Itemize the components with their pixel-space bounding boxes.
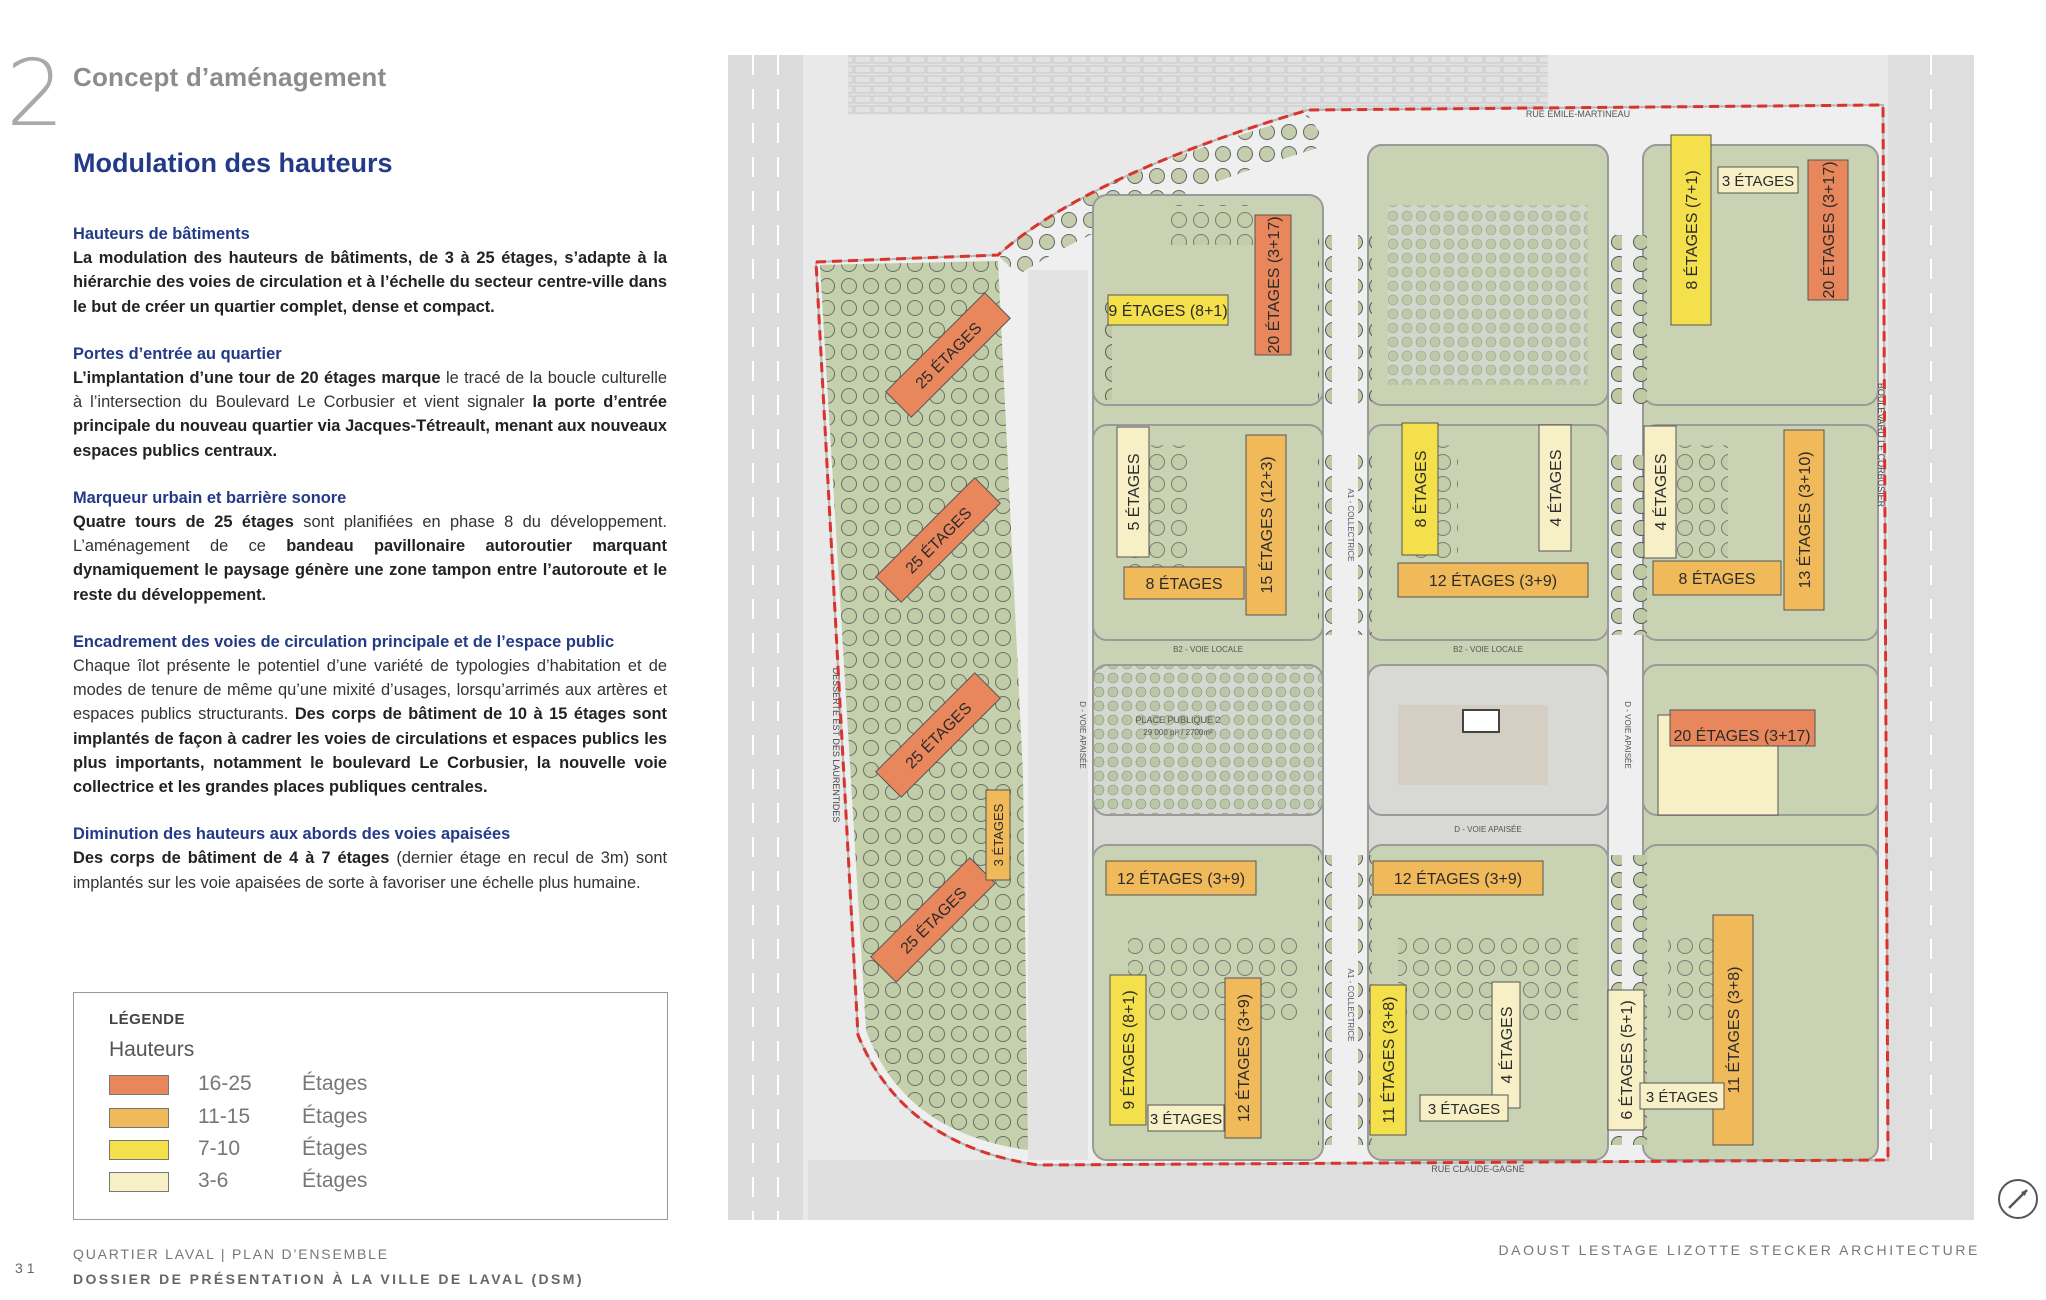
building-m2-4	[1539, 425, 1571, 551]
section-title: Encadrement des voies de circulation principale et de l’espace public	[73, 632, 615, 651]
building-label: 20 ÉTAGES (3+17)	[1266, 216, 1283, 354]
building-label: 20 ÉTAGES (3+17)	[1821, 161, 1838, 299]
highway	[728, 55, 803, 1220]
legend-unit: Étages	[302, 1169, 368, 1192]
building-label: 12 ÉTAGES (3+9)	[1236, 993, 1253, 1123]
building-label: 9 ÉTAGES (8+1)	[1108, 303, 1228, 320]
building-n3-8	[1671, 135, 1711, 325]
section-marqueur	[73, 486, 667, 607]
footer-firm: DAOUST LESTAGE LIZOTTE STECKER ARCHITECTURE	[1498, 1242, 1980, 1258]
legend-range: 16-25	[198, 1072, 252, 1095]
building-label: 20 ÉTAGES (3+17)	[1673, 728, 1811, 745]
legend-range: 7-10	[198, 1137, 241, 1160]
street-south: RUE CLAUDE-GAGNÉ	[1431, 1164, 1525, 1174]
building-label: 12 ÉTAGES (3+9)	[1393, 871, 1523, 888]
building-label: 13 ÉTAGES (3+10)	[1797, 451, 1814, 589]
street-east: BOULEVARD LE CORBUSIER	[1876, 382, 1886, 508]
section-body: Des corps de bâtiment de 4 à 7 étages (dernier étage en recul de 3m) sont implantés sur les voie apaisées de sorte à favoriser une échelle plus humaine.	[73, 849, 668, 892]
building-m1-15	[1246, 435, 1286, 615]
street-apaisee-west: D - VOIE APAISÉE	[1078, 701, 1087, 769]
building-s3-6	[1608, 990, 1644, 1130]
building-label: 25 ÉTAGES	[897, 884, 971, 958]
building-label: 8 ÉTAGES	[1678, 571, 1756, 588]
legend-unit: Étages	[302, 1137, 368, 1160]
street-collectrice-2: A1 - COLLECTRICE	[1346, 968, 1355, 1042]
legend-subtitle: Hauteurs	[109, 1038, 195, 1061]
legend-swatch	[109, 1108, 169, 1128]
building-label: 12 ÉTAGES (3+9)	[1116, 871, 1246, 888]
chapter-title: Concept d’aménagement	[73, 62, 387, 92]
section-body: La modulation des hauteurs de bâtiments, de 3 à 25 étages, s’adapte à la hiérarchie des voies de circulation et à l’échelle du secteur centre-ville dans le but de créer un quartier complet, dense et compact.	[73, 249, 667, 316]
section-body: Quatre tours de 25 étages sont planifiées en phase 8 du développement. L’aménagement de ce bandeau pavillonaire autoroutier marquant dynamiquement le paysage génère une zone tampon entre l’autoroute et le reste du développement.	[73, 513, 667, 604]
building-label: 3 ÉTAGES	[1645, 1089, 1719, 1106]
building-s1-12b	[1225, 978, 1261, 1138]
legend-title: LÉGENDE	[109, 1011, 186, 1028]
legend-item	[109, 1139, 409, 1163]
legend-range: 11-15	[198, 1105, 251, 1128]
building-label: 4 ÉTAGES	[1499, 1006, 1516, 1084]
building-s1-9	[1110, 975, 1146, 1125]
building-label: 4 ÉTAGES	[1653, 453, 1670, 531]
section-portes	[73, 342, 667, 463]
page-number: 31	[15, 1260, 39, 1276]
building-label: 5 ÉTAGES	[1126, 453, 1143, 531]
street-apaisee-east: D - VOIE APAISÉE	[1623, 701, 1632, 769]
section-hauteurs	[73, 222, 667, 319]
street-north: RUE ÉMILE-MARTINEAU	[1525, 109, 1631, 119]
legend-swatch	[109, 1075, 169, 1095]
building-n3-20	[1808, 160, 1848, 300]
building-label: 8 ÉTAGES	[1145, 576, 1223, 593]
building-label: 8 ÉTAGES	[1413, 450, 1430, 528]
section-body: Chaque îlot présente le potentiel d’une variété de typologies d’habitation et de modes de tenure de même qu’une mixité d’usages, lorsqu’arrimés aux artères et espaces publics structurants. Des corps de bâtiment de 10 à 15 étages sont implantés de façon à cadrer les voies de circulations et espaces publics les plus importants, notamment le boulevard Le Corbusier, la nouvelle voie collectrice et les grandes places publiques centrales.	[73, 657, 667, 797]
site-plan	[728, 55, 1974, 1220]
building-s2-11	[1370, 985, 1406, 1135]
page-title: Modulation des hauteurs	[73, 148, 393, 178]
building-label: 12 ÉTAGES (3+9)	[1428, 573, 1558, 590]
building-m3-13	[1784, 430, 1824, 610]
building-label: 11 ÉTAGES (3+8)	[1726, 966, 1743, 1094]
building-m2-8	[1402, 423, 1438, 555]
building-m1-5	[1117, 427, 1149, 557]
street-local-2: B2 - VOIE LOCALE	[1453, 645, 1523, 654]
building-m3-4	[1644, 426, 1676, 558]
section-title: Hauteurs de bâtiments	[73, 225, 250, 243]
north-arrow-icon	[1997, 1178, 2039, 1220]
legend-unit: Étages	[302, 1105, 368, 1128]
legend-item	[109, 1107, 409, 1131]
legend-swatch	[109, 1172, 169, 1192]
street-local-1: B2 - VOIE LOCALE	[1173, 645, 1243, 654]
building-label: 4 ÉTAGES	[1548, 449, 1565, 527]
building-3-west	[986, 790, 1010, 880]
building-label: 3 ÉTAGES	[991, 803, 1006, 867]
street-west: DESSERTE EST DES LAURENTIDES	[831, 667, 841, 823]
legend-range: 3-6	[198, 1169, 229, 1192]
building-label: 9 ÉTAGES (8+1)	[1121, 990, 1138, 1110]
section-body: L’implantation d’une tour de 20 étages marque le tracé de la boucle culturelle à l’intersection du Boulevard Le Corbusier et vient signaler la porte d’entrée principale du nouveau quartier via Jacques-Tétreault, menant aux nouveaux espaces publics centraux.	[73, 369, 668, 460]
chapter-number: 2	[6, 40, 65, 147]
section-title: Portes d’entrée au quartier	[73, 344, 282, 363]
building-s3-11	[1713, 915, 1753, 1145]
building-n1-20	[1255, 215, 1291, 355]
south-road	[808, 1160, 1968, 1220]
legend-swatch	[109, 1140, 169, 1160]
building-label: 11 ÉTAGES (3+8)	[1381, 996, 1398, 1124]
section-diminution	[73, 822, 667, 895]
building-label: 15 ÉTAGES (12+3)	[1259, 456, 1276, 594]
place-publique	[1093, 665, 1323, 815]
parking-lot	[848, 55, 1548, 115]
building-label: 8 ÉTAGES (7+1)	[1684, 170, 1701, 290]
building-label: 3 ÉTAGES	[1721, 173, 1795, 190]
section-title: Marqueur urbain et barrière sonore	[73, 488, 347, 507]
legend-item	[109, 1171, 409, 1195]
place-area: 29 000 pi² / 2700m²	[1143, 728, 1213, 737]
legend-item	[109, 1074, 409, 1098]
building-label: 3 ÉTAGES	[1149, 1111, 1223, 1128]
footer-dossier: DOSSIER DE PRÉSENTATION À LA VILLE DE LAVAL (DSM)	[73, 1271, 584, 1287]
street-collectrice-1: A1 - COLLECTRICE	[1346, 488, 1355, 562]
place-label: PLACE PUBLIQUE 2	[1135, 715, 1221, 725]
section-title: Diminution des hauteurs aux abords des voies apaisées	[73, 825, 511, 844]
building-label: 6 ÉTAGES (5+1)	[1619, 1000, 1636, 1120]
building-label: 25 ÉTAGES	[912, 319, 986, 393]
building-label: 3 ÉTAGES	[1427, 1101, 1501, 1118]
legend-unit: Étages	[302, 1072, 368, 1095]
building-label: 25 ÉTAGES	[902, 504, 976, 578]
street-apaisee: D - VOIE APAISÉE	[1454, 825, 1522, 834]
section-encadrement	[73, 630, 667, 799]
text-column	[73, 222, 667, 918]
building-s2-4	[1492, 982, 1520, 1108]
legend	[73, 992, 668, 1220]
building-label: 25 ÉTAGES	[902, 699, 976, 773]
footer-project: QUARTIER LAVAL | PLAN D’ENSEMBLE	[73, 1246, 389, 1262]
